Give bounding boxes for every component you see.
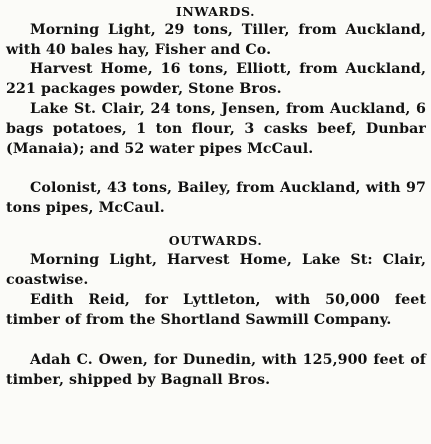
outwards-entry-coastwise: Morning Light, Harvest Home, Lake St: Clair, coastwise. bbox=[6, 252, 426, 288]
outwards-heading: OUTWARDS. bbox=[168, 233, 263, 248]
outwards-entry-adah-c-owen: Adah C. Owen, for Dunedin, with 125,900 feet of timber, shipped by Bagnall Bros. bbox=[6, 352, 426, 388]
inwards-entry-harvest-home: Harvest Home, 16 tons, Elliott, from Auckland, 221 packages powder, Stone Bros. bbox=[6, 61, 426, 97]
inwards-entry-morning-light: Morning Light, 29 tons, Tiller, from Auckland, with 40 bales hay, Fisher and Co. bbox=[6, 22, 426, 58]
outwards-entry-edith-reid: Edith Reid, for Lyttleton, with 50,000 feet timber of from the Shortland Sawmill Company. bbox=[6, 292, 426, 328]
inwards-heading: INWARDS. bbox=[175, 4, 256, 19]
inwards-entry-colonist: Colonist, 43 tons, Bailey, from Auckland, with 97 tons pipes, McCaul. bbox=[6, 180, 426, 216]
inwards-entry-lake-st-clair: Lake St. Clair, 24 tons, Jensen, from Auckland, 6 bags potatoes, 1 ton flour, 3 casks beef, Dunbar (Manaia); and 52 water pipes McCaul. bbox=[6, 101, 426, 157]
